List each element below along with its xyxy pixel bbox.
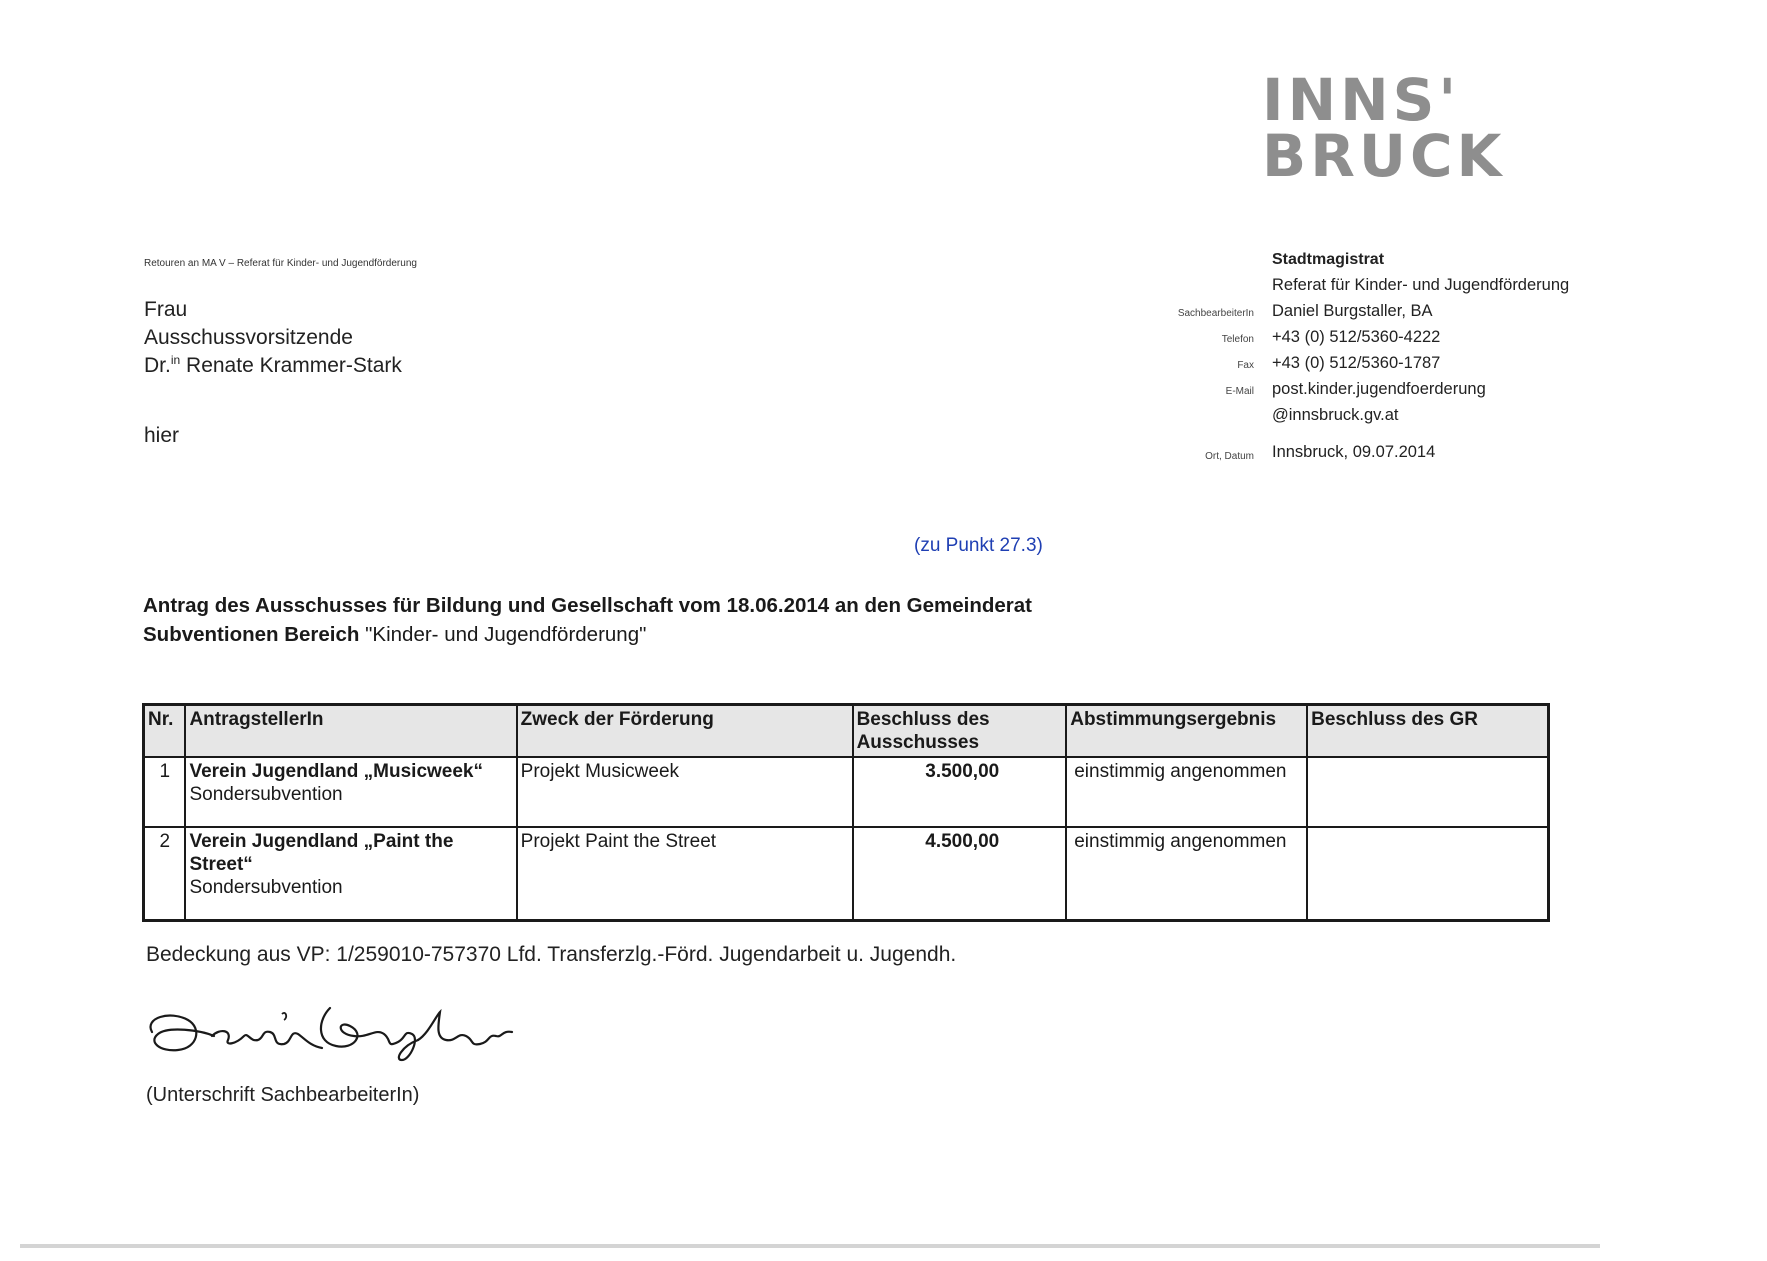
office-info-label: Telefon [1221, 334, 1254, 345]
office-info-row [1100, 276, 1569, 302]
table-row [144, 757, 1549, 827]
office-info-value: +43 (0) 512/5360-1787 [1272, 354, 1441, 372]
table-row [144, 827, 1549, 921]
cell-applicant [185, 757, 516, 827]
heading-line-2-bold: Subventionen Bereich [143, 623, 360, 646]
office-info-block [1100, 276, 1569, 462]
cell-purpose: Projekt Paint the Street [517, 827, 853, 921]
cell-result: einstimmig angenommen [1066, 757, 1307, 827]
innsbruck-logo [1262, 66, 1532, 190]
heading-line-2-rest: "Kinder- und Jugendförderung" [365, 623, 647, 646]
office-department: Referat für Kinder- und Jugendförderung [1272, 276, 1570, 294]
recipient-title-prefix: Dr. [144, 354, 171, 377]
office-email-line-2: @innsbruck.gv.at [1272, 406, 1399, 424]
header-nr: Nr. [144, 705, 186, 758]
cell-nr: 2 [144, 827, 186, 921]
office-info-row [1100, 406, 1569, 432]
office-info-label: SachbearbeiterIn [1177, 308, 1254, 319]
office-info-value: +43 (0) 512/5360-4222 [1272, 328, 1441, 346]
cell-result: einstimmig angenommen [1066, 827, 1307, 921]
recipient-role: Ausschussvorsitzende [144, 326, 353, 349]
header-vote-result: Abstimmungsergebnis [1066, 705, 1307, 758]
cell-nr: 1 [144, 757, 186, 827]
recipient-location: hier [144, 424, 180, 447]
office-info-value: Daniel Burgstaller, BA [1272, 302, 1433, 320]
cell-amount: 3.500,00 [853, 757, 1067, 827]
page-bottom-rule [20, 1244, 1600, 1248]
logo-line-1: INNS' [1262, 66, 1461, 134]
cell-council-decision [1307, 757, 1548, 827]
office-info-row [1100, 380, 1569, 406]
table-header-row [144, 705, 1549, 758]
cell-applicant [185, 827, 516, 921]
office-info-row [1100, 302, 1569, 328]
cell-council-decision [1307, 827, 1548, 921]
logo-line-2: BRUCK [1262, 122, 1506, 190]
cell-purpose: Projekt Musicweek [517, 757, 853, 827]
header-committee-decision: Beschluss des Ausschusses [853, 705, 1067, 758]
document-heading [143, 591, 1032, 649]
header-council-decision: Beschluss des GR [1307, 705, 1548, 758]
header-applicant: AntragstellerIn [185, 705, 516, 758]
budget-coverage-line: Bedeckung aus VP: 1/259010-757370 Lfd. Transferzlg.-Förd. Jugendarbeit u. Jugendh. [146, 943, 957, 966]
applicant-name: Verein Jugendland „Paint the Street“ [189, 831, 454, 875]
recipient-block [144, 296, 402, 450]
office-info-row [1100, 328, 1569, 354]
office-email-line-1: post.kinder.jugendfoerderung [1272, 380, 1486, 398]
recipient-name-line [144, 352, 402, 380]
office-info-row [1100, 432, 1569, 462]
agenda-reference: (zu Punkt 27.3) [914, 535, 1043, 556]
applicant-type: Sondersubvention [189, 784, 343, 805]
office-info-label: Fax [1237, 360, 1254, 371]
return-address-line: Retouren an MA V – Referat für Kinder- und Jugendförderung [144, 258, 417, 269]
recipient-name: Renate Krammer-Stark [186, 354, 402, 377]
recipient-salutation: Frau [144, 298, 188, 321]
handwritten-signature [140, 990, 520, 1070]
office-info-row [1100, 354, 1569, 380]
recipient-title-sup: in [170, 353, 181, 367]
office-title: Stadtmagistrat [1272, 251, 1385, 268]
heading-line-1: Antrag des Ausschusses für Bildung und Gesellschaft vom 18.06.2014 an den Gemeinderat [143, 594, 1032, 617]
cell-amount: 4.500,00 [853, 827, 1067, 921]
signature-caption: (Unterschrift SachbearbeiterIn) [146, 1084, 420, 1106]
applicant-name: Verein Jugendland „Musicweek“ [189, 761, 483, 782]
office-info-label: Ort, Datum [1205, 451, 1254, 462]
office-info-label: E-Mail [1225, 386, 1254, 397]
grant-table [142, 703, 1550, 922]
header-purpose: Zweck der Förderung [517, 705, 853, 758]
office-place-date: Innsbruck, 09.07.2014 [1272, 443, 1436, 461]
applicant-type: Sondersubvention [189, 877, 343, 898]
